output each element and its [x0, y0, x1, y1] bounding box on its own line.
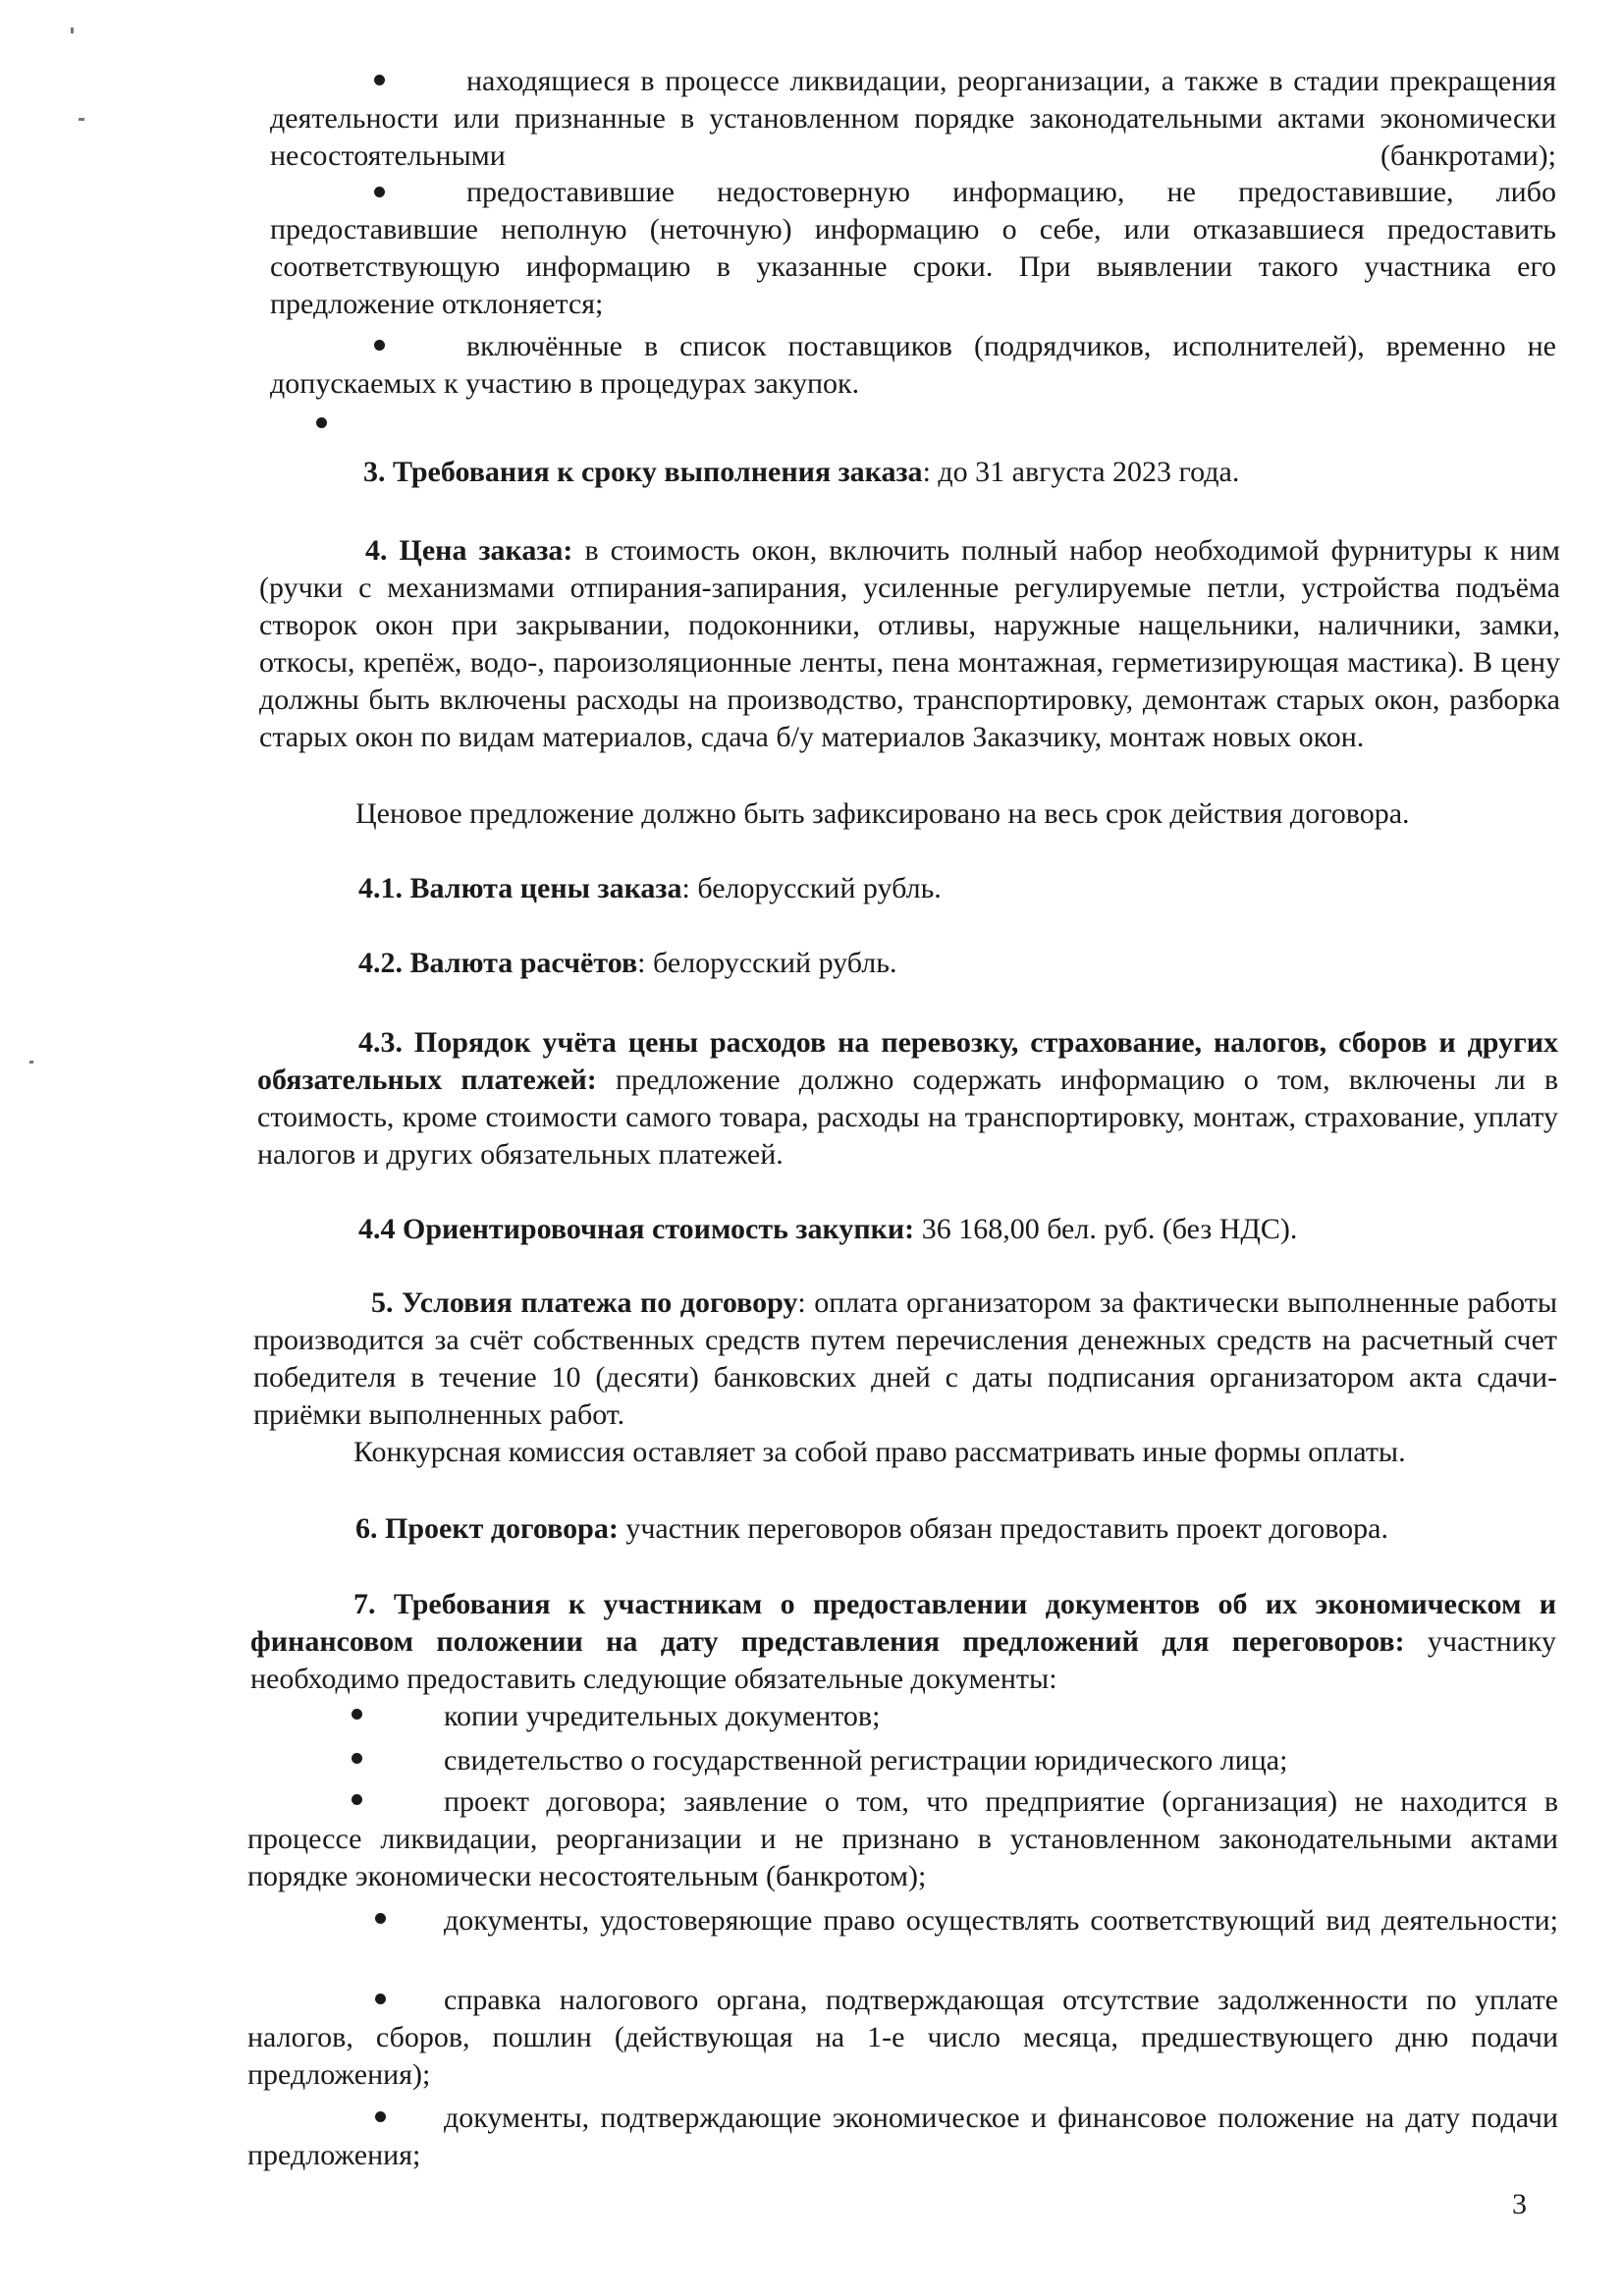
- list-item: проект договора; заявление о том, что предприятие (организация) не находится в процессе ликвидации, реорганизации и не признано в установленном законодательными актами порядке экономически несостоятельным (банкротом);: [247, 1785, 1558, 1892]
- section-4-3: [257, 1024, 1558, 1174]
- section-6: [355, 1510, 1558, 1548]
- list-item: документы, подтверждающие экономическое и финансовое положение на дату подачи предложения;: [247, 2102, 1558, 2171]
- section-4-4-text: 36 168,00 бел. руб. (без НДС).: [914, 1213, 1298, 1245]
- bullet-icon: [316, 417, 327, 428]
- section-4-1-heading: 4.1. Валюта цены заказа: [358, 872, 682, 904]
- section-4-2-heading: 4.2. Валюта расчётов: [358, 947, 638, 979]
- section-4-heading: 4. Цена заказа:: [365, 534, 573, 567]
- section-4-text: в стоимость окон, включить полный набор необходимой фурнитуры к ним (ручки с механизмами отпирания-запирания, усиленные регулируемые петли, устройства подъёма створок окон при закрывании, подоконники, отливы, наружные нащельники, наличники, замки, откосы, крепёж, водо-, пароизоляционные ленты, пена монтажная, герметизирующая мастика). В цену должны быть включены расходы на производство, транспортировку, демонтаж старых окон, разборка старых окон по видам материалов, сдача б/у материалов Заказчику, монтаж новых окон.: [259, 534, 1560, 753]
- section-3: [363, 454, 1561, 491]
- section-4-3-heading: 4.3. Порядок учёта цены расходов на перевозку, страхование, налогов, сборов и других обязательных платежей:: [257, 1026, 1558, 1096]
- list-item: свидетельство о государственной регистрации юридического лица;: [444, 1744, 1288, 1777]
- section-4-1-text: : белорусский рубль.: [681, 872, 942, 904]
- section-6-text: участник переговоров обязан предоставить проект договора.: [618, 1512, 1388, 1545]
- section-3-heading: 3. Требования к сроку выполнения заказа: [363, 456, 923, 488]
- section-4-2: [358, 945, 1556, 982]
- list-item: предоставившие недостоверную информацию, не предоставившие, либо предоставившие неполную (неточную) информацию о себе, или отказавшиеся предоставить соответствующую информацию в указанные сроки. При выявлении такого участника его предложение отклоняется;: [270, 176, 1556, 320]
- list-item: находящиеся в процессе ликвидации, реорганизации, а также в стадии прекращения деятельности или признанные в установленном порядке законодательными актами экономически несостоятельными (банкротами);: [270, 65, 1556, 172]
- section-3-text: : до 31 августа 2023 года.: [922, 456, 1240, 488]
- section-6-heading: 6. Проект договора:: [355, 1512, 619, 1545]
- section-4-note: Ценовое предложение должно быть зафиксировано на весь срок действия договора.: [355, 797, 1410, 830]
- section-4-3-text: предложение должно содержать информацию о том, включены ли в стоимость, кроме стоимости самого товара, расходы на транспортировку, монтаж, страхование, уплату налогов и других обязательных платежей.: [257, 1064, 1558, 1171]
- section-5: [253, 1285, 1557, 1434]
- list-item: документы, удостоверяющие право осуществлять соответствующий вид деятельности;: [444, 1904, 1558, 1937]
- list-item: справка налогового органа, подтверждающая отсутствие задолженности по уплате налогов, сборов, пошлин (действующая на 1-е число месяца, предшествующего дню подачи предложения);: [247, 1984, 1558, 2091]
- section-4-4: [358, 1211, 1561, 1248]
- list-item: копии учредительных документов;: [444, 1700, 881, 1732]
- section-7-text: участнику необходимо предоставить следующие обязательные документы:: [250, 1625, 1557, 1695]
- section-5-note: Конкурсная комиссия оставляет за собой право рассматривать иные формы оплаты.: [353, 1436, 1406, 1468]
- scan-speck: [29, 1061, 33, 1064]
- section-5-heading: 5. Условия платежа по договору: [371, 1286, 798, 1319]
- section-5-text: : оплата организатором за фактически выполненные работы производится за счёт собственных средств путем перечисления денежных средств на расчетный счет победителя в течение 10 (десяти) банковских дней с даты подписания организатором акта сдачи-приёмки выполненных работ.: [253, 1286, 1557, 1431]
- list-item: включённые в список поставщиков (подрядчиков, исполнителей), временно не допускаемых к участию в процедурах закупок.: [270, 330, 1556, 400]
- scan-speck: [71, 27, 74, 33]
- section-4-4-heading: 4.4 Ориентировочная стоимость закупки:: [358, 1213, 915, 1245]
- section-7: [250, 1586, 1556, 1698]
- section-4-1: [358, 870, 1556, 907]
- section-4: [259, 532, 1560, 756]
- section-7-heading: 7. Требования к участникам о предоставлении документов об их экономическом и финансовом положении на дату представления предложений для переговоров:: [250, 1588, 1556, 1658]
- scan-speck: [79, 118, 84, 121]
- section-4-2-text: : белорусский рубль.: [637, 947, 897, 979]
- page-number: 3: [1512, 2188, 1527, 2220]
